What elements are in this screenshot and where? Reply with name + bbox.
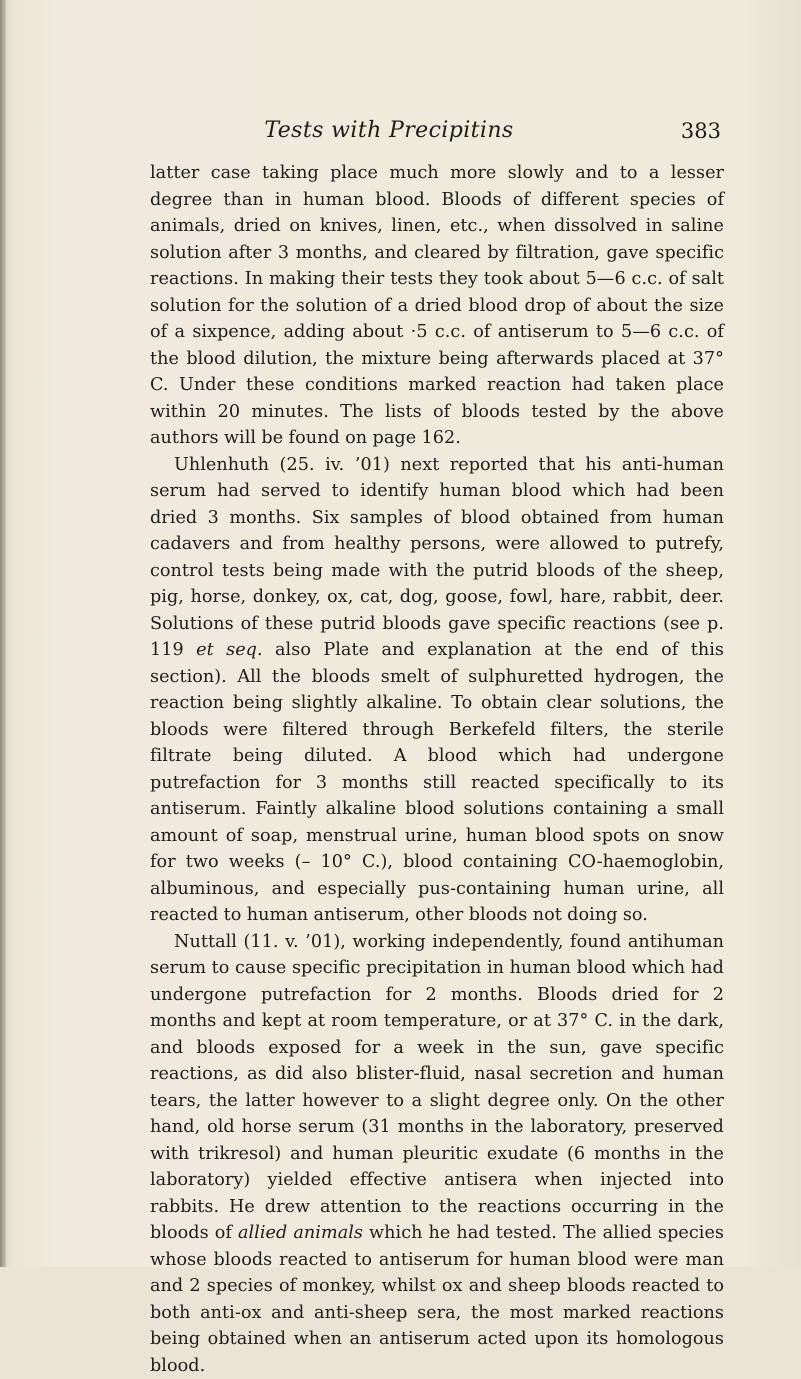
paragraph-3 xyxy=(150,929,724,1379)
running-title: Tests with Precipitins xyxy=(229,116,549,146)
paragraph-3-part-a: Nuttall (11. v. ’01), working independently, found antihuman serum to cause specific precipitation in human blood which had undergone putrefaction for 2 months. Bloods dried for 2 months and kept at room temperature, or at 37° C. in the dark, and bloods exposed for a week in the sun, gave specific reactions, as did also blister-fluid, nasal secretion and human tears, the latter however to a slight degree only. On the other hand, old horse serum (31 months in the laboratory, preserved with trikresol) and human pleuritic exudate (6 months in the laboratory) yielded effective antisera when injected into rabbits. He drew attention to the reactions occurring in the bloods of xyxy=(150,932,724,1244)
binding-edge xyxy=(0,0,6,1267)
paragraph-2-part-b: also Plate and explanation at the end of this section). All the bloods smelt of sulphuretted hydrogen, the reaction being slightly alkaline. To obtain clear solutions, the bloods were filtered through Berkefeld filters, the sterile filtrate being diluted. A blood which had undergone putrefaction for 3 months still reacted specifically to its antiserum. Faintly alkaline blood solutions containing a small amount of soap, menstrual urine, human blood spots on snow for two weeks (– 10° C.), blood containing CO-haemoglobin, albuminous, and especially pus-containing human urine, all reacted to human antiserum, other bloods not doing so. xyxy=(150,640,724,925)
paragraph-2-part-a: Uhlenhuth (25. iv. ’01) next reported that his anti-human serum had served to identify human blood which had been dried 3 months. Six samples of blood obtained from human cadavers and from healthy persons, were allowed to putrefy, control tests being made with the putrid bloods of the sheep, pig, horse, donkey, ox, cat, dog, goose, fowl, hare, rabbit, deer. Solutions of these putrid bloods gave specific reactions (see p. 119 xyxy=(150,455,724,661)
paragraph-3-part-b: which he had tested. The allied species whose bloods reacted to antiserum for human blood were man and 2 species of monkey, whilst ox and sheep bloods reacted to both anti-ox and anti-sheep sera, the most marked reactions being obtained when an antiserum acted upon its homologous blood. xyxy=(150,1223,724,1376)
page-number: 383 xyxy=(681,116,721,146)
paragraph-2-italic: et seq. xyxy=(196,640,262,660)
paragraph-3-italic: allied animals xyxy=(238,1223,363,1243)
paragraph-1: latter case taking place much more slowly and to a lesser degree than in human blood. Bloods of different species of animals, dried on knives, linen, etc., when dissolved in saline solution after 3 months, and cleared by filtration, gave specific reactions. In making their tests they took about 5—6 c.c. of salt solution for the solution of a dried blood drop of about the size of a sixpence, adding about ·5 c.c. of antiserum to 5—6 c.c. of the blood dilution, the mixture being afterwards placed at 37° C. Under these conditions marked reaction had taken place within 20 minutes. The lists of bloods tested by the above authors will be found on page 162. xyxy=(150,160,724,452)
page-header xyxy=(149,116,723,150)
body-text xyxy=(150,160,724,1379)
paragraph-2 xyxy=(150,452,724,929)
